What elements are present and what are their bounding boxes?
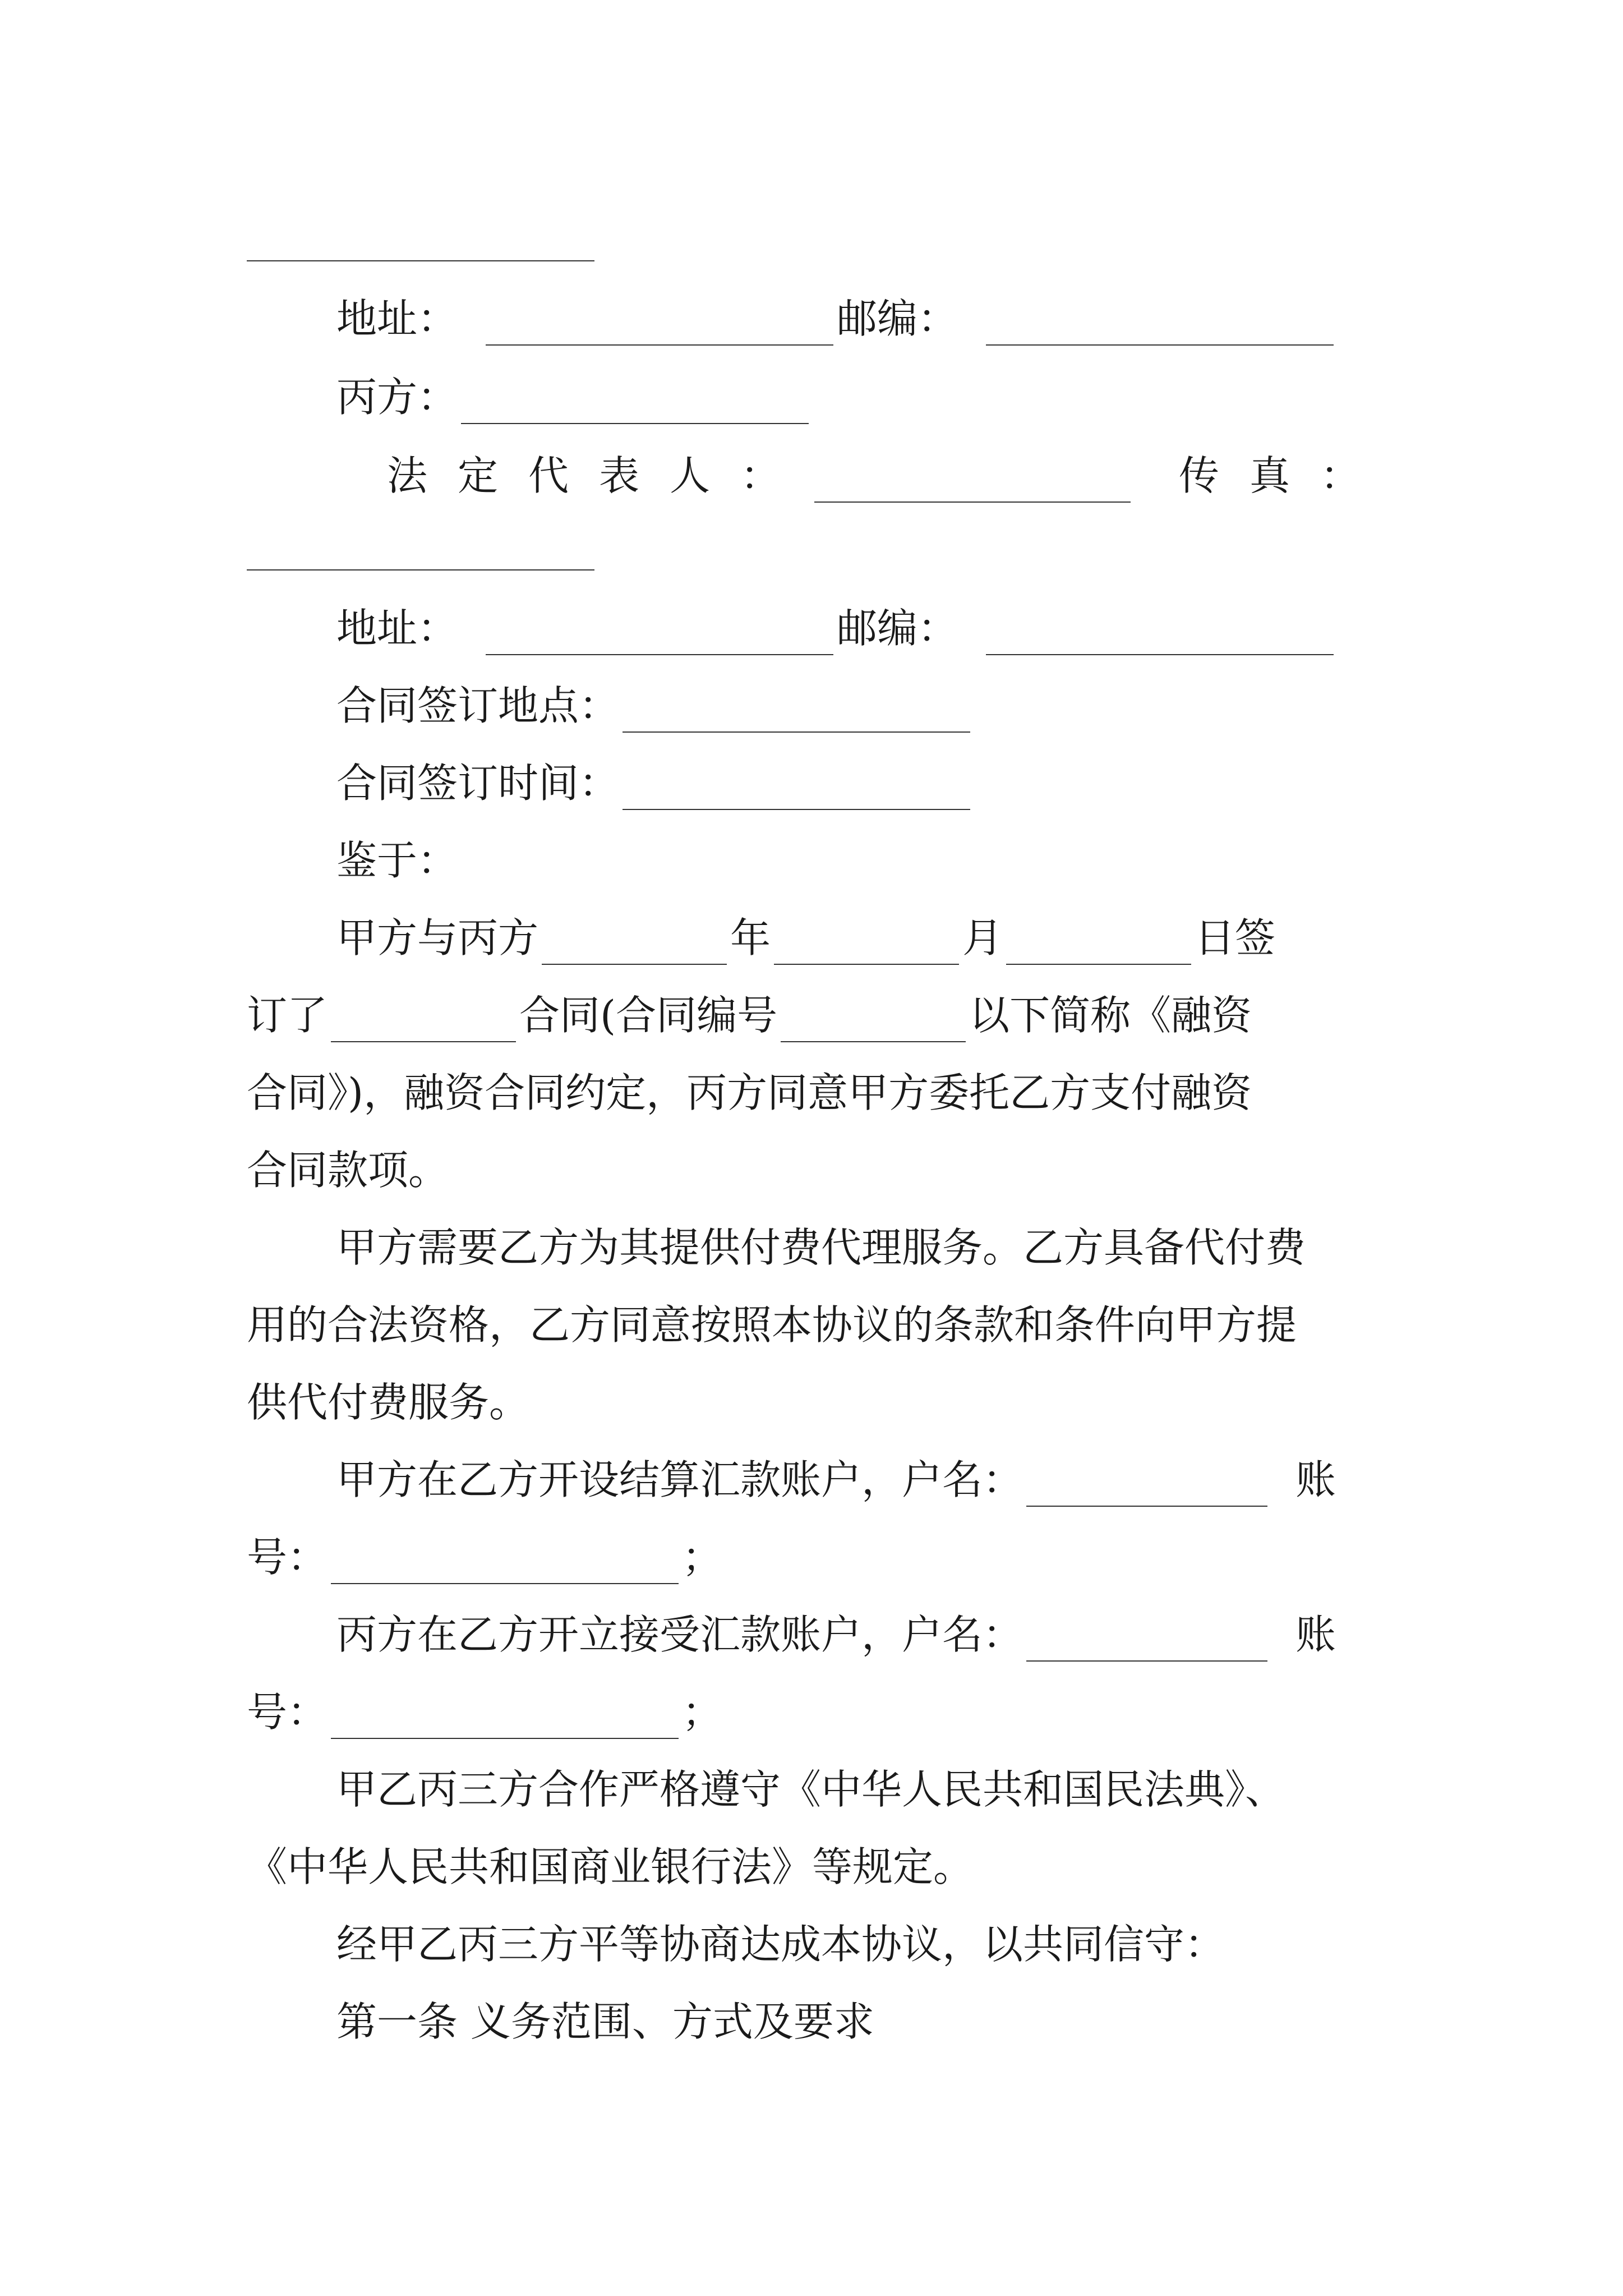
party-c-rep-fax-line [387, 449, 1391, 503]
paragraph-2-line-2: 用的合法资格，乙方同意按照本协议的条款和条件向甲方提 [247, 1301, 1297, 1349]
party-c-blank [461, 383, 809, 424]
contract-place-label: 合同签订地点： [336, 682, 620, 729]
account-name-blank [1026, 1465, 1267, 1507]
rep-label: 法定代表人： [387, 452, 811, 499]
address-label: 地址： [336, 295, 458, 342]
contract-name-blank [331, 1001, 516, 1042]
party-c-address-line [336, 601, 1391, 655]
paragraph-4-line-1: 丙方在乙方开立接受汇款账户，户名： 账 [336, 1608, 1391, 1662]
contract-place-line [336, 679, 1391, 733]
paragraph-3-line-1: 甲方在乙方开设结算汇款账户，户名： 账 [336, 1453, 1391, 1507]
party-c-label: 丙方： [336, 374, 458, 421]
paragraph-6: 经甲乙丙三方平等协商达成本协议，以共同信守： [336, 1921, 1225, 1968]
paragraph-2-line-3: 供代付费服务。 [247, 1379, 530, 1426]
paragraph-5-line-1: 甲乙丙三方合作严格遵守《中华人民共和国民法典》、 [336, 1766, 1286, 1813]
paragraph-1-line-1: 甲方与丙方 年 月 日签 [336, 911, 1391, 965]
address-label: 地址： [336, 605, 458, 652]
paragraph-5-line-2: 《中华人民共和国商业银行法》等规定。 [247, 1843, 974, 1890]
address-blank [486, 614, 833, 655]
account-number-blank [331, 1543, 679, 1584]
paragraph-1-line-4: 合同款项。 [247, 1147, 449, 1194]
contract-time-line [336, 756, 1391, 810]
whereas-heading: 鉴于： [336, 837, 458, 884]
paragraph-3-line-2: 号： ； [247, 1530, 1391, 1584]
party-a-address-line [336, 292, 1391, 346]
postcode-blank [986, 304, 1334, 346]
postcode-label: 邮编： [837, 605, 958, 652]
contract-time-label: 合同签订时间： [336, 760, 620, 807]
day-blank [1006, 923, 1191, 965]
paragraph-2-line-1: 甲方需要乙方为其提供付费代理服务。乙方具备代付费 [336, 1224, 1306, 1271]
postcode-blank [986, 614, 1334, 655]
contract-number-blank [781, 1001, 966, 1042]
month-blank [774, 923, 959, 965]
paragraph-1-line-3: 合同》)，融资合同约定，丙方同意甲方委托乙方支付融资 [247, 1069, 1252, 1116]
article-1-heading: 第一条 义务范围、方式及要求 [336, 1998, 874, 2045]
party-c-line [336, 370, 1391, 424]
contract-place-blank [623, 691, 970, 733]
account-name-blank [1026, 1620, 1267, 1662]
account-number-blank [331, 1697, 679, 1739]
blank-line-continuation [247, 260, 594, 261]
year-blank [542, 923, 727, 965]
fax-blank-continuation [247, 569, 594, 570]
paragraph-4-line-2: 号： ； [247, 1685, 1391, 1739]
address-blank [486, 304, 833, 346]
contract-time-blank [623, 769, 970, 810]
rep-blank [814, 461, 1131, 503]
postcode-label: 邮编： [837, 295, 958, 342]
fax-label: 传真： [1178, 452, 1391, 499]
paragraph-1-line-2: 订了 合同(合同编号 以下简称《融资 [247, 988, 1391, 1042]
